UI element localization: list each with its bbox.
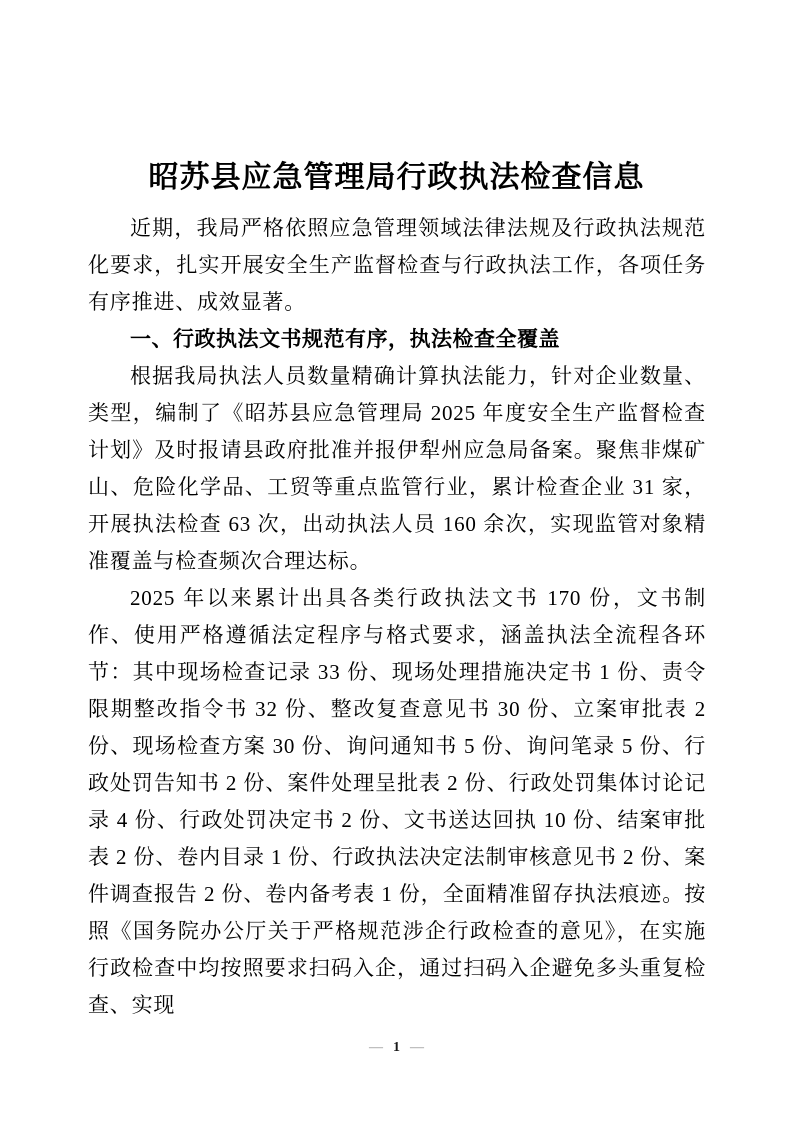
section-1-heading: 一、行政执法文书规范有序，执法检查全覆盖 xyxy=(130,328,560,351)
page-footer xyxy=(0,1038,793,1058)
section-1-paragraph-2: 2025 年以来累计出具各类行政执法文书 170 份，文书制作、使用严格遵循法定程序与格式要求，涵盖执法全流程各环节：其中现场检查记录 33 份、现场处理措施决定书 1 份、责令限期整改指令书 32 份、整改复查意见书 30 份、立案审批表 2 份、现场检查方案 30 份、询问通知书 5 份、询问笔录 5 份、行政处罚告知书 2 份、案件处理呈批表 2 份、行政处罚集体讨论记录 4 份、行政处罚决定书 2 份、文书送达回执 10 份、结案审批表 2 份、卷内目录 1 份、行政执法决定法制审核意见书 2 份、案件调查报告 2 份、卷内备考表 1 份，全面精准留存执法痕迹。按照《国务院办公厅关于严格规范涉企行政检查的意见》，在实施行政检查中均按照要求扫码入企，通过扫码入企避免多头重复检查、实现 xyxy=(88,586,706,1017)
footer-dash-right: — xyxy=(410,1040,424,1055)
footer-dash-left: — xyxy=(369,1040,383,1055)
section-1-paragraph-1: 根据我局执法人员数量精确计算执法能力，针对企业数量、类型，编制了《昭苏县应急管理局 2025 年度安全生产监督检查计划》及时报请县政府批准并报伊犁州应急局备案。聚焦非煤矿山、危险化学品、工贸等重点监管行业，累计检查企业 31 家，开展执法检查 63 次，出动执法人员 160 余次，实现监管对象精准覆盖与检查频次合理达标。 xyxy=(88,364,706,573)
page-number: 1 xyxy=(393,1040,400,1055)
page-title: 昭苏县应急管理局行政执法检查信息 xyxy=(148,161,645,195)
document-body xyxy=(88,210,706,1024)
intro-paragraph: 近期，我局严格依照应急管理领域法律法规及行政执法规范化要求，扎实开展安全生产监督检查与行政执法工作，各项任务有序推进、成效显著。 xyxy=(88,216,706,314)
